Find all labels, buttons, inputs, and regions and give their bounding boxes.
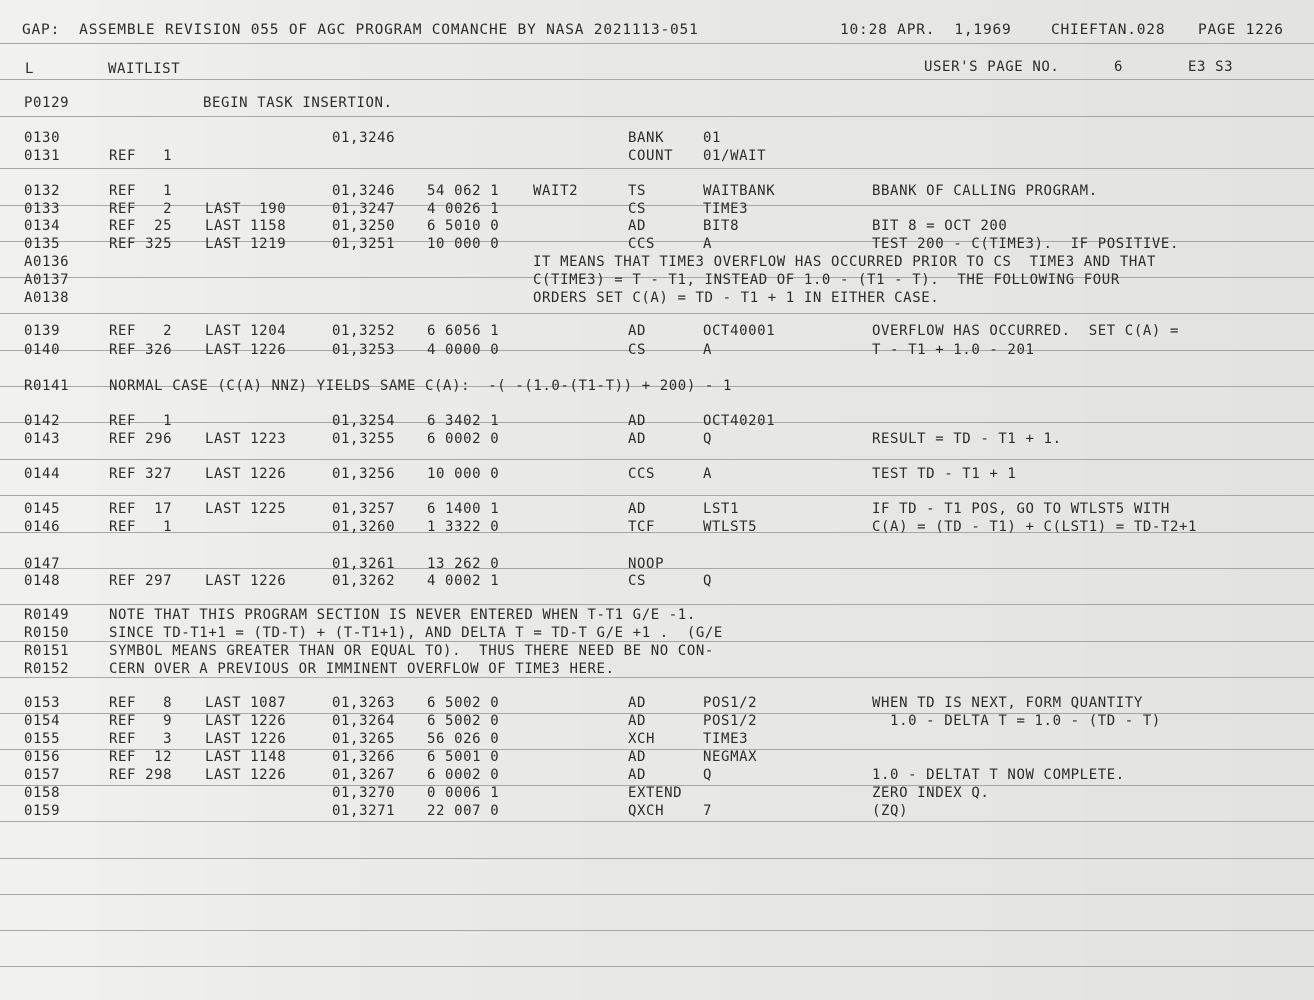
paper-rule	[0, 930, 1314, 931]
paper-rule	[0, 205, 1314, 206]
line-number: 0142	[24, 413, 61, 429]
line-number: 0145	[24, 501, 61, 517]
operand: A	[703, 466, 713, 482]
ref-count: REF 1	[109, 413, 173, 429]
octal-word: 6 1400 1	[427, 501, 500, 517]
memory-address: 01,3267	[332, 767, 396, 783]
opcode: COUNT	[628, 148, 674, 164]
last-ref: LAST 1219	[205, 236, 287, 252]
paper-rule	[0, 966, 1314, 967]
paper-rule	[0, 821, 1314, 822]
operand: OCT40001	[703, 323, 776, 339]
octal-word: 13 262 0	[427, 556, 500, 572]
ref-count: REF 2	[109, 201, 173, 217]
paper-rule	[0, 858, 1314, 859]
opcode: AD	[628, 713, 647, 729]
line-number: P0129	[24, 95, 70, 111]
last-ref: LAST 1226	[205, 713, 287, 729]
code-comment: ZERO INDEX Q.	[872, 785, 990, 801]
line-number: 0143	[24, 431, 61, 447]
ref-count: REF 17	[109, 501, 173, 517]
listing-title: GAP: ASSEMBLE REVISION 055 OF AGC PROGRAM COMANCHE BY NASA 2021113-051	[22, 22, 699, 38]
memory-address: 01,3254	[332, 413, 396, 429]
operand: TIME3	[703, 731, 749, 747]
line-number: 0131	[24, 148, 61, 164]
comment-line: SYMBOL MEANS GREATER THAN OR EQUAL TO). THUS THERE NEED BE NO CON-	[109, 643, 714, 659]
operand: Q	[703, 767, 713, 783]
comment-line: BEGIN TASK INSERTION.	[203, 95, 393, 111]
octal-word: 6 0002 0	[427, 431, 500, 447]
opcode: AD	[628, 413, 647, 429]
memory-address: 01,3251	[332, 236, 396, 252]
comment-line: IT MEANS THAT TIME3 OVERFLOW HAS OCCURRED PRIOR TO CS TIME3 AND THAT	[533, 254, 1156, 270]
memory-address: 01,3250	[332, 218, 396, 234]
line-number: 0144	[24, 466, 61, 482]
opcode: AD	[628, 695, 647, 711]
operand: BIT8	[703, 218, 740, 234]
section-codes: E3 S3	[1188, 59, 1234, 75]
memory-address: 01,3256	[332, 466, 396, 482]
code-comment: 1.0 - DELTA T = 1.0 - (TD - T)	[872, 713, 1161, 729]
comment-line: CERN OVER A PREVIOUS OR IMMINENT OVERFLOW OF TIME3 HERE.	[109, 661, 615, 677]
line-number: 0133	[24, 201, 61, 217]
opcode: AD	[628, 323, 647, 339]
last-ref: LAST 1148	[205, 749, 287, 765]
ref-count: REF 8	[109, 695, 173, 711]
memory-address: 01,3253	[332, 342, 396, 358]
line-number: 0156	[24, 749, 61, 765]
comment-line: C(TIME3) = T - T1, INSTEAD OF 1.0 - (T1 - T). THE FOLLOWING FOUR	[533, 272, 1120, 288]
line-number: A0137	[24, 272, 70, 288]
paper-rule	[0, 749, 1314, 750]
opcode: XCH	[628, 731, 656, 747]
ref-count: REF 9	[109, 713, 173, 729]
octal-word: 56 026 0	[427, 731, 500, 747]
code-comment: (ZQ)	[872, 803, 909, 819]
paper-rule	[0, 641, 1314, 642]
operand: LST1	[703, 501, 740, 517]
ref-count: REF 326	[109, 342, 173, 358]
opcode: TS	[628, 183, 647, 199]
code-comment: IF TD - T1 POS, GO TO WTLST5 WITH	[872, 501, 1170, 517]
ref-count: REF 1	[109, 183, 173, 199]
memory-address: 01,3261	[332, 556, 396, 572]
ref-count: REF 298	[109, 767, 173, 783]
code-comment: BBANK OF CALLING PROGRAM.	[872, 183, 1098, 199]
opcode: CS	[628, 573, 647, 589]
code-comment: RESULT = TD - T1 + 1.	[872, 431, 1062, 447]
octal-word: 6 6056 1	[427, 323, 500, 339]
last-ref: LAST 190	[205, 201, 287, 217]
line-number: 0130	[24, 130, 61, 146]
last-ref: LAST 1226	[205, 731, 287, 747]
operand: 01	[703, 130, 722, 146]
file-name: CHIEFTAN.028	[1051, 22, 1166, 38]
last-ref: LAST 1087	[205, 695, 287, 711]
opcode: NOOP	[628, 556, 665, 572]
comment-line: SINCE TD-T1+1 = (TD-T) + (T-T1+1), AND DELTA T = TD-T G/E +1 . (G/E	[109, 625, 723, 641]
operand: POS1/2	[703, 695, 758, 711]
ref-count: REF 1	[109, 148, 173, 164]
paper-rule	[0, 604, 1314, 605]
operand: Q	[703, 573, 713, 589]
last-ref: LAST 1226	[205, 573, 287, 589]
line-number: 0155	[24, 731, 61, 747]
opcode: AD	[628, 767, 647, 783]
line-number: 0159	[24, 803, 61, 819]
paper-rule	[0, 459, 1314, 460]
ref-count: REF 325	[109, 236, 173, 252]
octal-word: 4 0026 1	[427, 201, 500, 217]
opcode: AD	[628, 749, 647, 765]
line-number: 0146	[24, 519, 61, 535]
operand: TIME3	[703, 201, 749, 217]
opcode: TCF	[628, 519, 656, 535]
line-number: 0135	[24, 236, 61, 252]
line-number: A0138	[24, 290, 70, 306]
line-number: 0157	[24, 767, 61, 783]
users-page-number: 6	[1114, 59, 1124, 75]
timestamp: 10:28 APR. 1,1969	[840, 22, 1012, 38]
paper-rule	[0, 422, 1314, 423]
memory-address: 01,3266	[332, 749, 396, 765]
line-number: 0158	[24, 785, 61, 801]
opcode: AD	[628, 431, 647, 447]
ref-count: REF 12	[109, 749, 173, 765]
line-number: 0154	[24, 713, 61, 729]
last-ref: LAST 1226	[205, 466, 287, 482]
octal-word: 6 3402 1	[427, 413, 500, 429]
memory-address: 01,3246	[332, 130, 396, 146]
ref-count: REF 3	[109, 731, 173, 747]
operand: 01/WAIT	[703, 148, 767, 164]
line-number: 0147	[24, 556, 61, 572]
paper-rule	[0, 495, 1314, 496]
ref-count: REF 1	[109, 519, 173, 535]
operand: A	[703, 342, 713, 358]
opcode: CCS	[628, 466, 656, 482]
memory-address: 01,3271	[332, 803, 396, 819]
opcode: AD	[628, 501, 647, 517]
opcode: QXCH	[628, 803, 665, 819]
memory-address: 01,3262	[332, 573, 396, 589]
paper-rule	[0, 116, 1314, 117]
line-number: R0150	[24, 625, 70, 641]
operand: A	[703, 236, 713, 252]
octal-word: 6 0002 0	[427, 767, 500, 783]
code-comment: BIT 8 = OCT 200	[872, 218, 1008, 234]
memory-address: 01,3264	[332, 713, 396, 729]
paper-rule	[0, 168, 1314, 169]
opcode: BANK	[628, 130, 665, 146]
last-ref: LAST 1204	[205, 323, 287, 339]
paper-rule	[0, 313, 1314, 314]
line-number: R0152	[24, 661, 70, 677]
memory-address: 01,3263	[332, 695, 396, 711]
octal-word: 4 0000 0	[427, 342, 500, 358]
octal-word: 4 0002 1	[427, 573, 500, 589]
paper-rule	[0, 677, 1314, 678]
memory-address: 01,3265	[332, 731, 396, 747]
line-number: 0140	[24, 342, 61, 358]
memory-address: 01,3246	[332, 183, 396, 199]
paper-rule	[0, 894, 1314, 895]
opcode: EXTEND	[628, 785, 683, 801]
section-name: WAITLIST	[108, 61, 181, 77]
opcode: AD	[628, 218, 647, 234]
code-comment: C(A) = (TD - T1) + C(LST1) = TD-T2+1	[872, 519, 1198, 535]
paper-rule	[0, 79, 1314, 80]
operand: WTLST5	[703, 519, 758, 535]
memory-address: 01,3247	[332, 201, 396, 217]
last-ref: LAST 1158	[205, 218, 287, 234]
ref-count: REF 327	[109, 466, 173, 482]
record-type: L	[25, 61, 35, 77]
line-number: R0141	[24, 378, 70, 394]
octal-word: 6 5001 0	[427, 749, 500, 765]
octal-word: 0 0006 1	[427, 785, 500, 801]
operand: 7	[703, 803, 713, 819]
octal-word: 10 000 0	[427, 236, 500, 252]
code-label: WAIT2	[533, 183, 579, 199]
octal-word: 6 5002 0	[427, 695, 500, 711]
last-ref: LAST 1226	[205, 342, 287, 358]
opcode: CS	[628, 342, 647, 358]
octal-word: 6 5010 0	[427, 218, 500, 234]
operand: NEGMAX	[703, 749, 758, 765]
memory-address: 01,3270	[332, 785, 396, 801]
paper-rule	[0, 43, 1314, 44]
line-number: 0139	[24, 323, 61, 339]
octal-word: 1 3322 0	[427, 519, 500, 535]
line-number: 0153	[24, 695, 61, 711]
last-ref: LAST 1223	[205, 431, 287, 447]
line-number: 0148	[24, 573, 61, 589]
ref-count: REF 297	[109, 573, 173, 589]
code-comment: TEST TD - T1 + 1	[872, 466, 1017, 482]
memory-address: 01,3252	[332, 323, 396, 339]
comment-line: NOTE THAT THIS PROGRAM SECTION IS NEVER ENTERED WHEN T-T1 G/E -1.	[109, 607, 696, 623]
operand: POS1/2	[703, 713, 758, 729]
page-number: PAGE 1226	[1198, 22, 1284, 38]
memory-address: 01,3257	[332, 501, 396, 517]
last-ref: LAST 1226	[205, 767, 287, 783]
comment-line: ORDERS SET C(A) = TD - T1 + 1 IN EITHER CASE.	[533, 290, 940, 306]
opcode: CS	[628, 201, 647, 217]
line-number: 0134	[24, 218, 61, 234]
line-number: A0136	[24, 254, 70, 270]
opcode: CCS	[628, 236, 656, 252]
octal-word: 10 000 0	[427, 466, 500, 482]
line-number: 0132	[24, 183, 61, 199]
operand: WAITBANK	[703, 183, 776, 199]
code-comment: TEST 200 - C(TIME3). IF POSITIVE.	[872, 236, 1179, 252]
code-comment: OVERFLOW HAS OCCURRED. SET C(A) =	[872, 323, 1179, 339]
line-number: R0149	[24, 607, 70, 623]
users-page-label: USER'S PAGE NO.	[924, 59, 1060, 75]
ref-count: REF 25	[109, 218, 173, 234]
ref-count: REF 2	[109, 323, 173, 339]
ref-count: REF 296	[109, 431, 173, 447]
paper-rule	[0, 350, 1314, 351]
octal-word: 6 5002 0	[427, 713, 500, 729]
memory-address: 01,3255	[332, 431, 396, 447]
operand: Q	[703, 431, 713, 447]
code-comment: 1.0 - DELTAT T NOW COMPLETE.	[872, 767, 1125, 783]
octal-word: 54 062 1	[427, 183, 500, 199]
line-number: R0151	[24, 643, 70, 659]
code-comment: T - T1 + 1.0 - 201	[872, 342, 1035, 358]
octal-word: 22 007 0	[427, 803, 500, 819]
memory-address: 01,3260	[332, 519, 396, 535]
comment-line: NORMAL CASE (C(A) NNZ) YIELDS SAME C(A): -( -(1.0-(T1-T)) + 200) - 1	[109, 378, 732, 394]
code-comment: WHEN TD IS NEXT, FORM QUANTITY	[872, 695, 1143, 711]
last-ref: LAST 1225	[205, 501, 287, 517]
operand: OCT40201	[703, 413, 776, 429]
